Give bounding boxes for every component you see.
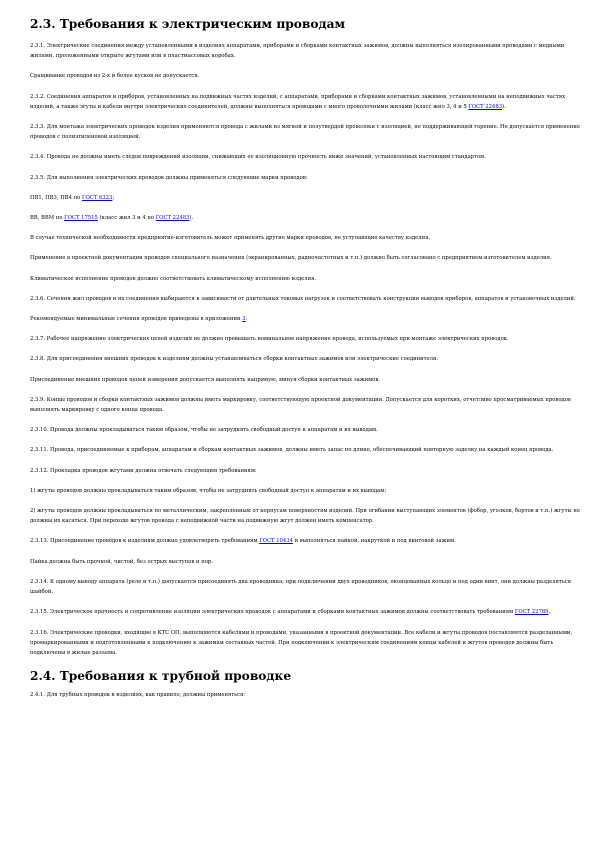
paragraph-special-wires: Применение в проектной документации проводов специального назначения (экранированных, радиочастотных и т.п.) должно быть согласовано с предприятием-изготовителем изделия. [30, 255, 552, 262]
section-2-4-heading: 2.4. Требования к трубной проводке [30, 669, 292, 684]
paragraph-text: . [245, 316, 248, 323]
paragraph-text: ). [189, 215, 194, 222]
paragraph-2-3-10: 2.3.10. Провода должны прокладываться таким образом, чтобы не затруднять свободный доступ к аппаратам и их выводам. [30, 427, 378, 434]
paragraph-item-2: 2) жгуты проводов должны прокладываться по металлическим, закрепленным от корпусам поверхностям изделий. При огибании выступающих элементов (фобор, уголков, бортов и т.п.) жгуты не должны их касаться. При переходе жгутов провода с неподвижной части на подвижную жгут должен иметь компенсатор. [30, 508, 580, 525]
section-2-3-heading: 2.3. Требования к электрическим проводам [30, 17, 346, 31]
paragraph-2-3-6: 2.3.6. Сечения жил проводов и их соединения выбираются в зависимости от длительных токовых нагрузок и соответствовать конструкции выводов приборов, аппаратов и установочных изделий. [30, 295, 576, 302]
paragraph-2-3-7: 2.3.7. Рабочее напряжение электрических цепей изделия не должно превышать номинальное напряжение провода, используемых при монтаже электрических проводок. [30, 336, 509, 343]
paragraph-text: . [548, 609, 551, 616]
paragraph-wire-pv [30, 193, 585, 203]
paragraph-2-3-14: 2.3.14. К одному выводу аппарата (реле и т.п.) допускается присоединять два проводника; при подключении двух проводников, оконцованных кольцо и под один винт, они должны разделяться шайбой. [30, 578, 571, 596]
paragraph-text: ВВ, ВВМ по [30, 215, 65, 222]
paragraph-2-3-9: 2.3.9. Концы проводов и сборки контактных зажимов должны иметь маркировку, соответствующую проектной документации. Допускается для коротких, отчетливо просматриваемых проводов выполнять маркировку с одного конца провода. [30, 396, 571, 414]
paragraph-other-wires: В случае технической необходимости предприятие-изготовитель может применять другие марки проводов, не уступающие качеству изделия. [30, 235, 431, 242]
paragraph-2-3-15 [30, 607, 585, 617]
paragraph-item-1: 1) жгуты проводов должны прокладываться таким образом, чтобы не затруднять свободный доступ к аппаратам и их выводам; [30, 487, 387, 494]
gost-10434-link[interactable]: ГОСТ 10434 [259, 538, 293, 545]
paragraph-2-3-2 [30, 92, 585, 112]
paragraph-2-3-16: 2.3.16. Электрические проводки, входящие в КТС ОП, выполняются кабелями и проводами, указанными в проектной документации. Все кабели и жгуты проводов поставляются разделанными, промаркированными и подготовленными к подключению к зажимам составных частей. При подключении к электрическим соединениям концы кабелей и жгутов проводов должны быть подключены в жилые разъема. [30, 629, 573, 656]
paragraph-wire-vv [30, 213, 585, 223]
paragraph-2-3-12: 2.3.12. Прокладка проводов жгутами должна отвечать следующим требованиям: [30, 467, 257, 474]
paragraph-2-3-5: 2.3.5. Для выполнения электрических проводок должны применяться следующие марки проводов: [30, 174, 308, 181]
paragraph-min-sections [30, 314, 585, 324]
paragraph-climate: Климатическое исполнение проводов должно соответствовать климатическому исполнению изделия. [30, 275, 317, 282]
gost-6323-link[interactable]: ГОСТ 6323 [82, 194, 113, 201]
gost-22789-link[interactable]: ГОСТ 22789 [514, 609, 549, 616]
paragraph-text: Рекомендуемые минимальные сечения проводов приведены в приложении [30, 316, 243, 323]
paragraph-2-4-1: 2.4.1. Для трубных проводок в изделиях, как правило, должны применяться: [30, 692, 246, 699]
paragraph-text: ПВ1, ПВ3, ПВ4 по [30, 194, 83, 201]
paragraph-text: ; [112, 194, 115, 201]
gost-17515-link[interactable]: ГОСТ 17515 [64, 215, 98, 222]
paragraph-text: 2.3.15. Электрическое прочность и сопротивление изоляции электрических проводок с аппаратами и сборками контактных зажимов должны соответствовать требованиям [30, 609, 515, 616]
paragraph-measurement: Присоединение внешних проводок цепей измерения допускается выполнять напрямую, минуя сборки контактных зажимов. [30, 376, 380, 383]
paragraph-soldering: Пайка должна быть прочной, чистой, без острых выступов и пор. [30, 558, 213, 565]
paragraph-text: (класс жил 3 и 4 по [97, 215, 156, 222]
paragraph-2-3-13 [30, 536, 585, 546]
paragraph-text: ). [502, 103, 506, 110]
appendix-3-link[interactable]: 3 [242, 316, 246, 323]
paragraph-2-3-11: 2.3.11. Провода, присоединяемые к приборам, аппаратам и сборкам контактных зажимов, должны иметь запас по длине, обеспечивающий повторную заделку на каждый конец провода. [30, 447, 554, 454]
document-page [30, 16, 585, 700]
paragraph-2-3-4: 2.3.4. Провода не должны иметь следов повреждений изоляции, снижающих ее изоляционную прочность ниже значений, установленных настоящим стандартом. [30, 154, 486, 161]
paragraph-2-3-3: 2.3.3. Для монтажа электрических проводок изделия применяются провода с жилами из мягкой и полутвердой проволоки с изоляцией, не поддерживающей горение. Не допускается применение проводов с полиэтиленовой изоляцией. [30, 124, 580, 141]
paragraph-splicing: Сращивание проводов из 2-х и более кусков не допускается. [30, 73, 200, 80]
paragraph-text: 2.3.2. Соединения аппаратов и приборов, установленных на подвижных частях изделий, с аппаратами, приборами и сборками контактных зажимов, установленными на неподвижных частях изделий, а также эгуты и кабели внутри электрических соединителей, должны выполняться проводами с много проволочными жилами (класс жил 3, 4 и 5 [30, 93, 566, 110]
paragraph-text: 2.3.13. Присоединение проводов к изделиям должно удовлетворять требованиям [30, 538, 260, 545]
paragraph-2-3-1: 2.3.1. Электрические соединения между установленными в изделиях аппаратами, приборами и сборками контактных зажимов, должны выполняться изолированными проводами с медными жилами, проложенными открыто жгутами или в пластмассовых коробах. [30, 43, 565, 60]
paragraph-2-3-8: 2.3.8. Для присоединения внешних проводок к изделиям должны устанавливаться сборки контактных зажимов или электрические соединители. [30, 356, 439, 363]
paragraph-text: и выполняться пайкой, накруткой и под винтовой зажим. [292, 538, 456, 545]
gost-22483-link[interactable]: ГОСТ 22483 [155, 215, 190, 222]
gost-22483-link[interactable]: ГОСТ 22483 [468, 103, 503, 110]
